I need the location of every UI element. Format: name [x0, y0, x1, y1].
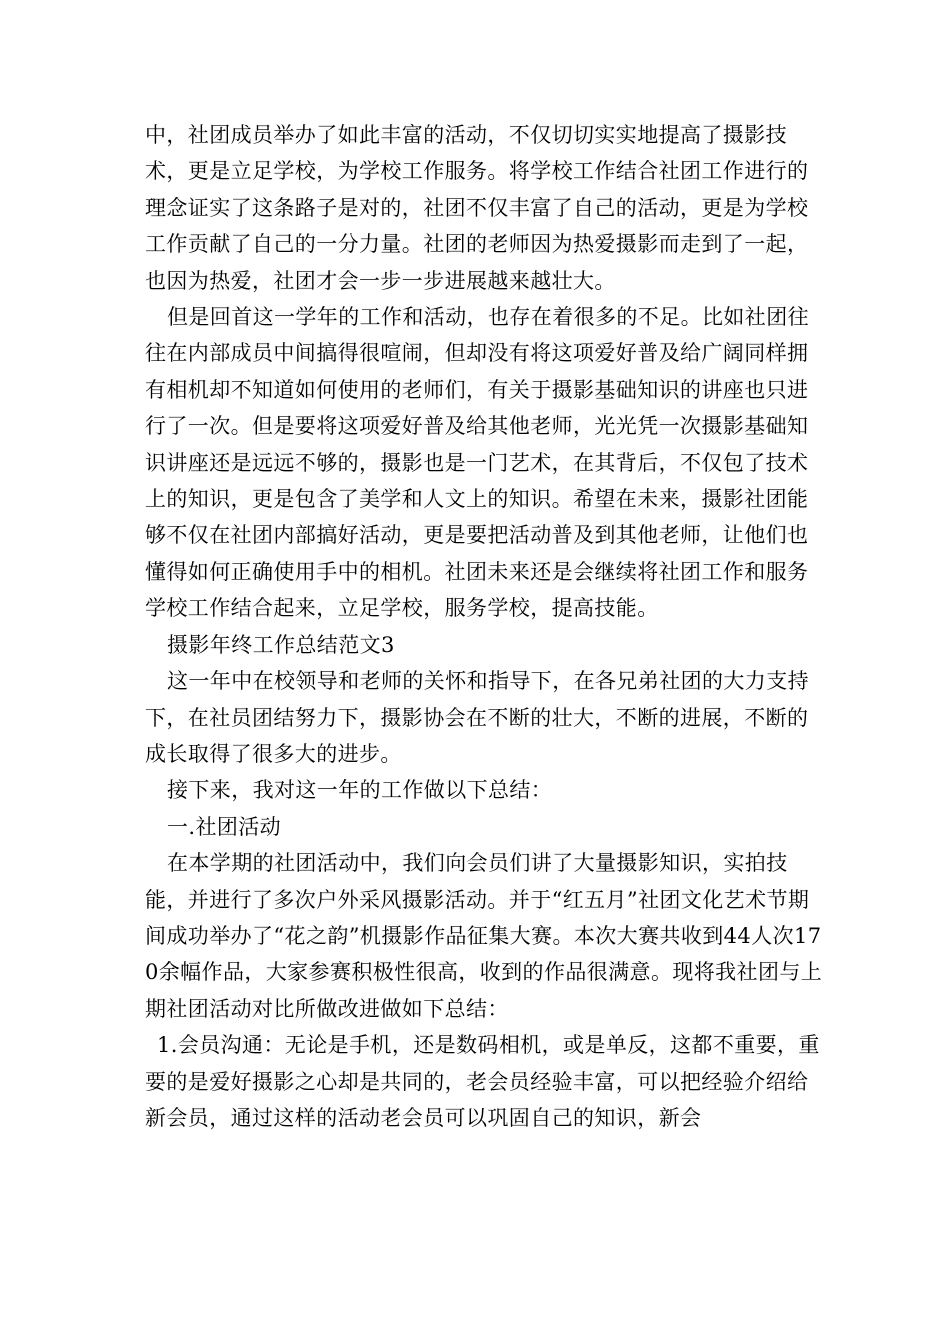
document-body [145, 117, 825, 1136]
subsection-heading: 一.社团活动 [167, 814, 282, 839]
list-paragraph: 1.会员沟通：无论是手机，还是数码相机，或是单反，这都不重要，重要的是爱好摄影之心却是共同的，老会员经验丰富，可以把经验介绍给新会员，通过这样的活动老会员可以巩固自己的知识，新会 [145, 1033, 820, 1130]
body-paragraph: 中，社团成员举办了如此丰富的活动，不仅切切实实地提高了摄影技术，更是立足学校，为学校工作服务。将学校工作结合社团工作进行的理念证实了这条路子是对的，社团不仅丰富了自己的活动，更是为学校工作贡献了自己的一分力量。社团的老师因为热爱摄影而走到了一起，也因为热爱，社团才会一步一步进展越来越壮大。 [145, 123, 809, 293]
section-heading: 摄影年终工作总结范文3 [167, 632, 395, 657]
body-paragraph: 这一年中在校领导和老师的关怀和指导下，在各兄弟社团的大力支持下，在社员团结努力下，摄影协会在不断的壮大，不断的进展，不断的成长取得了很多大的进步。 [145, 669, 809, 766]
body-paragraph: 但是回首这一学年的工作和活动，也存在着很多的不足。比如社团往往在内部成员中间搞得很喧闹，但却没有将这项爱好普及给广阔同样拥有相机却不知道如何使用的老师们，有关于摄影基础知识的讲座也只进行了一次。但是要将这项爱好普及给其他老师，光光凭一次摄影基础知识讲座还是远远不够的，摄影也是一门艺术，在其背后，不仅包了技术上的知识，更是包含了美学和人文上的知识。希望在未来，摄影社团能够不仅在社团内部搞好活动，更是要把活动普及到其他老师，让他们也懂得如何正确使用手中的相机。社团未来还是会继续将社团工作和服务学校工作结合起来，立足学校，服务学校，提高技能。 [145, 305, 809, 621]
body-paragraph: 接下来，我对这一年的工作做以下总结： [167, 778, 553, 803]
body-paragraph: 在本学期的社团活动中，我们向会员们讲了大量摄影知识，实拍技能，并进行了多次户外采风摄影活动。并于“红五月”社团文化艺术节期间成功举办了“花之韵”机摄影作品征集大赛。本次大赛共收到44人次170余幅作品，大家参赛积极性很高，收到的作品很满意。现将我社团与上期社团活动对比所做改进做如下总结： [145, 851, 823, 1021]
